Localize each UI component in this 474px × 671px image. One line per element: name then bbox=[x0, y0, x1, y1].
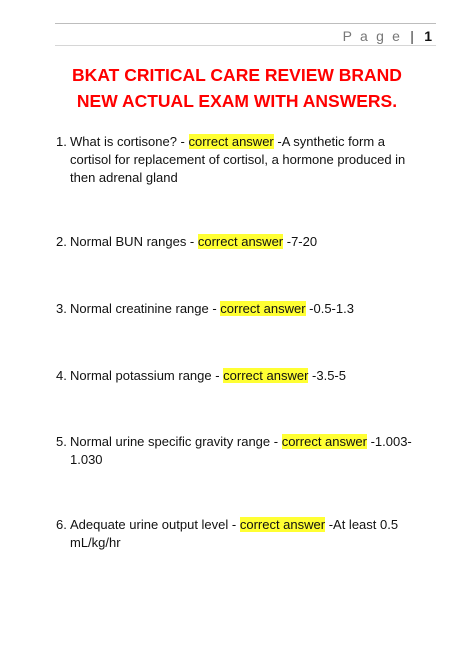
answer-label-highlight: correct answer bbox=[220, 301, 306, 316]
answer-label-highlight: correct answer bbox=[223, 368, 309, 383]
question-text: Normal creatinine range - bbox=[70, 301, 221, 316]
list-item bbox=[56, 233, 426, 251]
title-line-2: NEW ACTUAL EXAM WITH ANSWERS. bbox=[76, 91, 398, 111]
answer-label-highlight: correct answer bbox=[239, 517, 326, 532]
item-text bbox=[56, 433, 426, 469]
answer-text: -At least 0.5 mL/kg/hr bbox=[70, 517, 399, 550]
question-text: What is cortisone? - bbox=[70, 134, 189, 149]
item-text bbox=[56, 300, 426, 318]
answer-text: -7-20 bbox=[283, 234, 318, 249]
answer-text: -1.003-1.030 bbox=[70, 434, 412, 467]
item-number: 2. bbox=[56, 234, 67, 249]
document-title bbox=[30, 62, 444, 114]
page-number-header bbox=[343, 28, 432, 44]
list-item bbox=[56, 133, 426, 187]
item-text bbox=[56, 367, 426, 385]
header-divider bbox=[55, 45, 436, 46]
item-number: 5. bbox=[56, 434, 67, 449]
page-label: P a g e bbox=[342, 28, 403, 44]
page-number: 1 bbox=[424, 28, 432, 44]
answer-label-highlight: correct answer bbox=[188, 134, 274, 149]
item-number: 1. bbox=[56, 134, 67, 149]
list-item bbox=[56, 516, 426, 552]
top-border-line bbox=[55, 23, 436, 24]
item-number: 4. bbox=[56, 368, 67, 383]
question-text: Normal BUN ranges - bbox=[70, 234, 198, 249]
answer-label-highlight: correct answer bbox=[281, 434, 367, 449]
list-item bbox=[56, 300, 426, 318]
question-text: Adequate urine output level - bbox=[70, 517, 240, 532]
answer-label-highlight: correct answer bbox=[197, 234, 284, 249]
question-text: Normal urine specific gravity range - bbox=[70, 434, 282, 449]
list-item bbox=[56, 433, 426, 469]
answer-text: -0.5-1.3 bbox=[305, 301, 354, 316]
list-item bbox=[56, 367, 426, 385]
answer-text: -A synthetic form a cortisol for replacement of cortisol, a hormone produced in then adrenal gland bbox=[70, 134, 406, 185]
question-text: Normal potassium range - bbox=[70, 368, 224, 383]
item-text bbox=[56, 133, 426, 187]
item-text bbox=[56, 233, 426, 251]
answer-text: -3.5-5 bbox=[308, 368, 346, 383]
item-number: 6. bbox=[56, 517, 67, 532]
title-line-1: BKAT CRITICAL CARE REVIEW BRAND bbox=[72, 65, 402, 85]
page-separator: | bbox=[410, 28, 417, 44]
item-number: 3. bbox=[56, 301, 67, 316]
item-text bbox=[56, 516, 426, 552]
